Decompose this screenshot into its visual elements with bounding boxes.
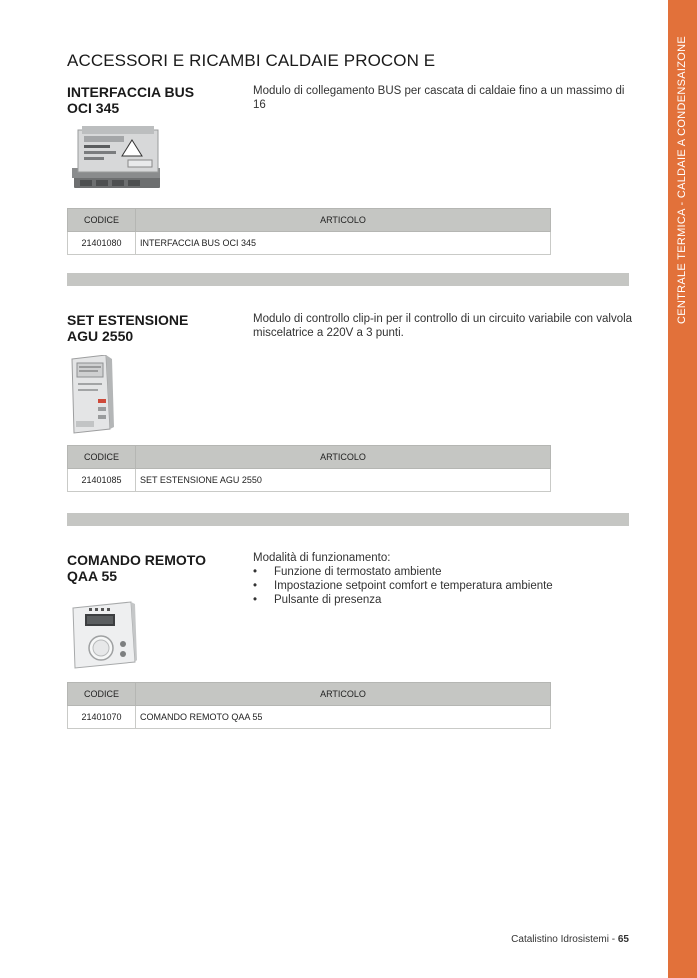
product-title-line2: OCI 345: [67, 100, 120, 116]
feature-list: [253, 565, 633, 607]
product-title-line2: AGU 2550: [67, 328, 134, 344]
set-estensione-image: [68, 355, 114, 435]
feature-item: • Pulsante di presenza: [253, 593, 633, 607]
product-title-line1: COMANDO REMOTO: [67, 552, 206, 568]
column-header-article: ARTICOLO: [136, 683, 551, 706]
column-header-code: CODICE: [68, 446, 136, 469]
column-header-article: ARTICOLO: [136, 209, 551, 232]
product-description-qaa55: [253, 551, 633, 607]
article-table-qaa55: [67, 682, 551, 729]
article-name: INTERFACCIA BUS OCI 345: [136, 232, 551, 255]
article-table-oci345: [67, 208, 551, 255]
column-header-code: CODICE: [68, 209, 136, 232]
article-name: SET ESTENSIONE AGU 2550: [136, 469, 551, 492]
product-description-oci345: Modulo di collegamento BUS per cascata di caldaie fino a un massimo di 16: [253, 85, 625, 111]
section-divider: [67, 513, 629, 526]
product-title-line2: QAA 55: [67, 568, 118, 584]
feature-item: • Funzione di termostato ambiente: [253, 565, 633, 579]
article-code: 21401080: [68, 232, 136, 255]
column-header-article: ARTICOLO: [136, 446, 551, 469]
product-title-oci345: [67, 84, 194, 116]
article-table-agu2550: [67, 445, 551, 492]
feature-item: • Impostazione setpoint comfort e temperatura ambiente: [253, 579, 633, 593]
side-section-label: CENTRALE TERMICA - CALDAIE A CONDENSAIZONE: [676, 35, 688, 325]
table-row: [68, 232, 551, 255]
page-title: ACCESSORI E RICAMBI CALDAIE PROCON E: [67, 51, 436, 70]
page-number: 65: [617, 934, 629, 945]
footer-catalog: Catalistino Idrosistemi: [511, 934, 609, 945]
product-description-agu2550: Modulo di controllo clip-in per il controllo di un circuito variabile con valvola miscelatrice a 220V a 3 punti.: [253, 313, 633, 339]
page-footer: [511, 934, 629, 945]
footer-separator: -: [608, 934, 618, 945]
product-title-qaa55: [67, 552, 206, 584]
table-row: [68, 706, 551, 729]
product-title-line1: INTERFACCIA BUS: [67, 84, 195, 100]
section-divider: [67, 273, 629, 286]
article-name: COMANDO REMOTO QAA 55: [136, 706, 551, 729]
product-title-agu2550: [67, 312, 188, 344]
table-row: [68, 469, 551, 492]
interfaccia-bus-image: [72, 124, 164, 192]
comando-remoto-image: [71, 600, 137, 670]
column-header-code: CODICE: [68, 683, 136, 706]
article-code: 21401085: [68, 469, 136, 492]
product-title-line1: SET ESTENSIONE: [67, 312, 189, 328]
description-intro: Modalità di funzionamento:: [253, 552, 391, 564]
article-code: 21401070: [68, 706, 136, 729]
